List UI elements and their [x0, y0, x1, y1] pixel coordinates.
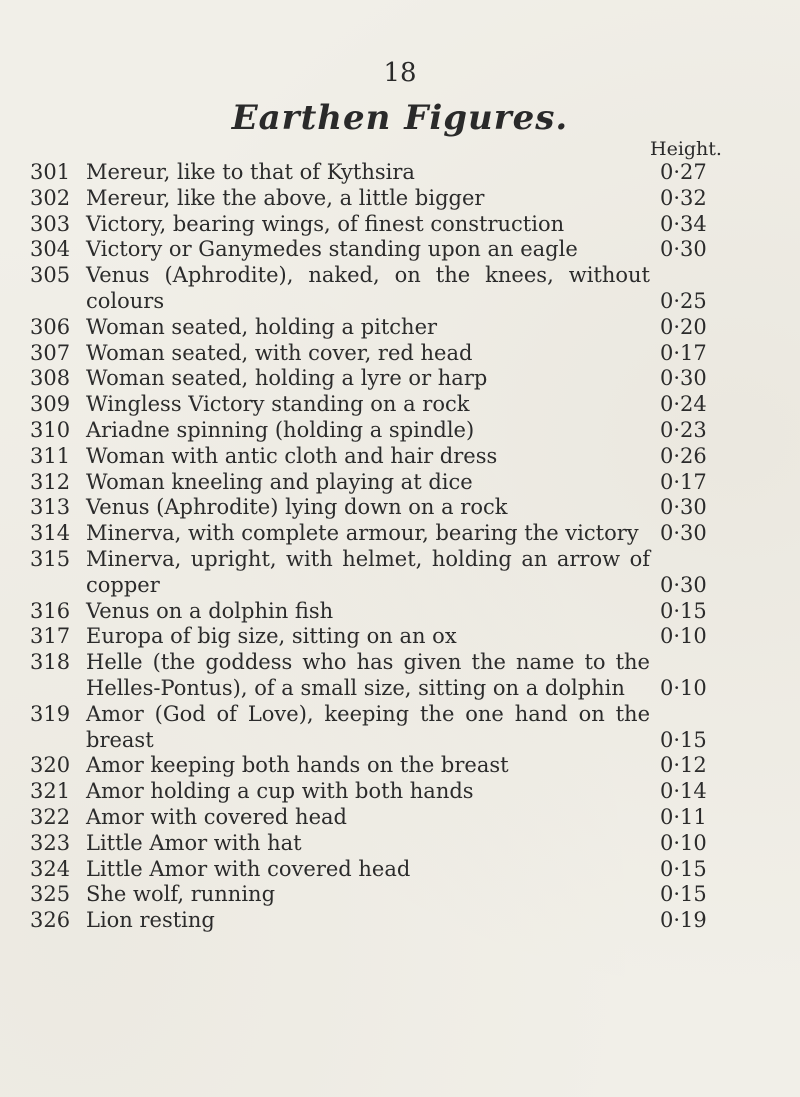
entry-height: 0·15: [660, 856, 707, 881]
entry-height: 0·32: [660, 185, 707, 210]
entry-height: 0·26: [660, 443, 707, 468]
entry-number: 326: [30, 908, 71, 933]
entry-description: Woman seated, with cover, red head: [86, 340, 473, 365]
entry-description: Victory or Ganymedes standing upon an eagle: [86, 237, 578, 262]
list-item: [30, 857, 740, 883]
entry-number: 311: [30, 443, 71, 468]
entry-description: Amor with covered head: [86, 804, 347, 829]
list-item: [30, 753, 740, 779]
entry-description: Amor (God of Love), keeping the one hand on the breast: [86, 701, 650, 752]
list-item: [30, 495, 740, 521]
entry-height: 0·24: [660, 392, 707, 417]
entry-description: Amor holding a cup with both hands: [86, 779, 474, 804]
entry-description: Mereur, like the above, a little bigger: [86, 185, 485, 210]
entry-number: 302: [30, 185, 71, 210]
list-item: [30, 263, 740, 315]
list-item: [30, 805, 740, 831]
list-item: [30, 470, 740, 496]
list-item: [30, 779, 740, 805]
entry-number: 305: [30, 263, 71, 288]
list-item: [30, 160, 740, 186]
entry-height: 0·10: [660, 675, 707, 700]
entry-number: 322: [30, 804, 71, 829]
entry-number: 324: [30, 856, 71, 881]
entry-description: Minerva, upright, with helmet, holding an arrow of copper: [86, 546, 650, 597]
list-item: [30, 908, 740, 934]
entry-number: 319: [30, 701, 71, 726]
entry-height: 0·25: [660, 288, 707, 313]
entry-height: 0·15: [660, 598, 707, 623]
entry-height: 0·20: [660, 314, 707, 339]
page-number: 18: [383, 58, 417, 88]
entry-description: Venus on a dolphin fish: [86, 598, 334, 623]
entry-height: 0·34: [660, 211, 707, 236]
list-item: [30, 418, 740, 444]
entry-description: Little Amor with hat: [86, 830, 302, 855]
entry-description: Venus (Aphrodite) lying down on a rock: [86, 495, 508, 520]
list-item: [30, 366, 740, 392]
entry-height: 0·27: [660, 160, 707, 184]
entry-number: 301: [30, 160, 71, 184]
entry-description: Victory, bearing wings, of finest construction: [86, 211, 565, 236]
entry-description: Minerva, with complete armour, bearing the victory: [86, 521, 639, 546]
list-item: [30, 521, 740, 547]
entry-height: 0·15: [660, 727, 707, 752]
entry-height: 0·11: [660, 804, 707, 829]
entry-description: Europa of big size, sitting on an ox: [86, 624, 457, 649]
entry-description: Little Amor with covered head: [86, 856, 411, 881]
entry-height: 0·10: [660, 624, 707, 649]
entry-description: Venus (Aphrodite), naked, on the knees, without colours: [86, 263, 650, 313]
entry-height: 0·30: [660, 495, 707, 520]
entry-number: 306: [30, 314, 71, 339]
entry-number: 325: [30, 882, 71, 907]
entry-description: Woman seated, holding a lyre or harp: [86, 366, 488, 391]
entry-height: 0·17: [660, 469, 707, 494]
list-item: [30, 392, 740, 418]
entry-number: 317: [30, 624, 71, 649]
list-item: [30, 650, 740, 702]
catalogue-list: [30, 160, 740, 934]
list-item: [30, 237, 740, 263]
entry-number: 312: [30, 469, 71, 494]
entry-description: Helle (the goddess who has given the name to the Helles-Pontus), of a small size, sitting on a dolphin: [86, 650, 650, 700]
list-item: [30, 624, 740, 650]
entry-number: 314: [30, 521, 71, 546]
entry-number: 315: [30, 546, 71, 571]
list-item: [30, 315, 740, 341]
list-item: [30, 882, 740, 908]
entry-number: 303: [30, 211, 71, 236]
list-item: [30, 212, 740, 238]
entry-height: 0·30: [660, 366, 707, 391]
entry-description: Lion resting: [86, 908, 215, 933]
entry-description: She wolf, running: [86, 882, 276, 907]
entry-height: 0·17: [660, 340, 707, 365]
page-title: Earthen Figures.: [231, 98, 569, 138]
entry-number: 321: [30, 779, 71, 804]
list-item: [30, 599, 740, 625]
entry-number: 307: [30, 340, 71, 365]
height-column-header: Height.: [650, 138, 722, 160]
entry-number: 309: [30, 392, 71, 417]
list-item: [30, 444, 740, 470]
entry-description: Woman kneeling and playing at dice: [86, 469, 473, 494]
entry-description: Woman seated, holding a pitcher: [86, 314, 438, 339]
entry-number: 308: [30, 366, 71, 391]
entry-height: 0·30: [660, 237, 707, 262]
entry-number: 316: [30, 598, 71, 623]
entry-height: 0·14: [660, 779, 707, 804]
entry-height: 0·30: [660, 521, 707, 546]
entry-height: 0·12: [660, 753, 707, 778]
entry-number: 313: [30, 495, 71, 520]
entry-number: 304: [30, 237, 71, 262]
entry-description: Woman with antic cloth and hair dress: [86, 443, 498, 468]
entry-number: 320: [30, 753, 71, 778]
entry-height: 0·10: [660, 830, 707, 855]
entry-height: 0·15: [660, 882, 707, 907]
entry-height: 0·19: [660, 908, 707, 933]
entry-description: Wingless Victory standing on a rock: [86, 392, 470, 417]
list-item: [30, 186, 740, 212]
list-item: [30, 831, 740, 857]
entry-description: Mereur, like to that of Kythsira: [86, 160, 415, 184]
entry-description: Ariadne spinning (holding a spindle): [86, 417, 475, 442]
list-item: [30, 341, 740, 367]
entry-description: Amor keeping both hands on the breast: [86, 753, 509, 778]
entry-number: 310: [30, 417, 71, 442]
entry-height: 0·23: [660, 417, 707, 442]
entry-number: 318: [30, 650, 71, 675]
list-item: [30, 702, 740, 754]
entry-height: 0·30: [660, 572, 707, 597]
entry-number: 323: [30, 830, 71, 855]
list-item: [30, 547, 740, 599]
